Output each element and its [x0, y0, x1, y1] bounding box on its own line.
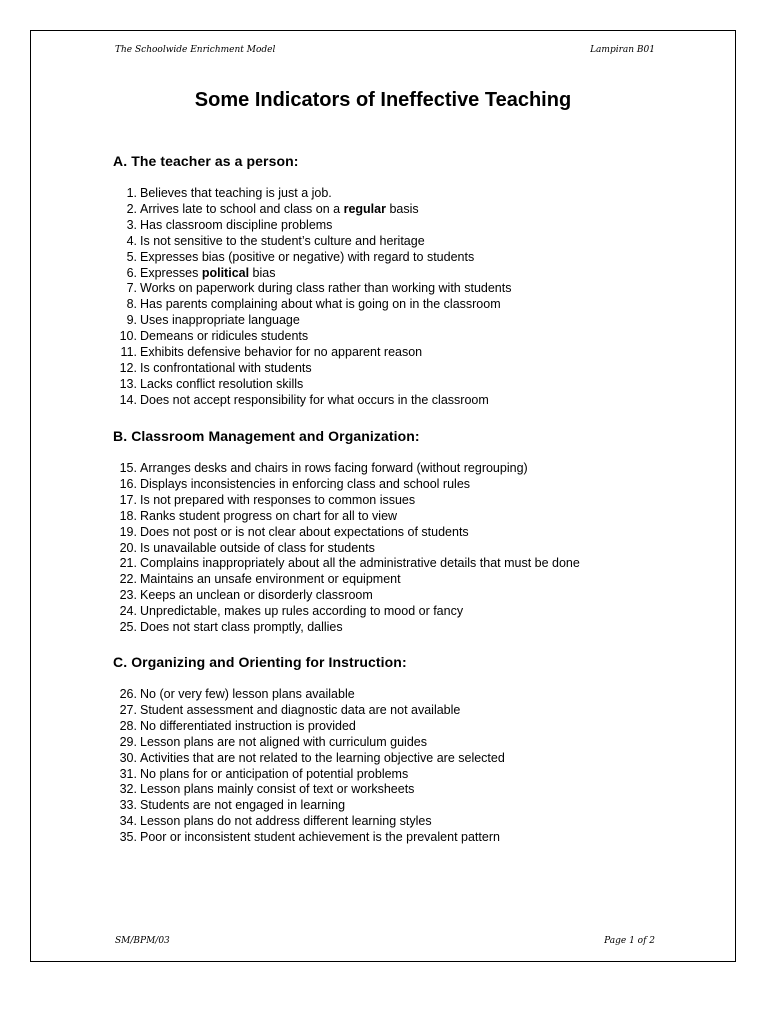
item-text: Uses inappropriate language	[140, 313, 300, 328]
list-item	[113, 830, 715, 846]
list-item	[113, 556, 715, 572]
item-number: 6.	[126, 265, 137, 280]
item-number: 21.	[119, 556, 137, 571]
list-item	[113, 767, 715, 783]
item-number: 26.	[119, 687, 137, 701]
item-number: 34.	[119, 814, 137, 829]
item-number: 3.	[126, 217, 137, 232]
item-number: 13.	[119, 376, 137, 391]
item-number: 31.	[119, 766, 137, 781]
list-item	[113, 234, 715, 250]
item-number: 15.	[119, 461, 137, 475]
item-text: Lesson plans do not address different learning styles	[140, 814, 432, 829]
item-text: Is not prepared with responses to common issues	[140, 492, 416, 507]
item-text: Lacks conflict resolution skills	[140, 376, 304, 391]
list-item	[113, 687, 715, 703]
item-text: Complains inappropriately about all the administrative details that must be done	[140, 556, 580, 571]
list-item	[113, 782, 715, 798]
header-right: Lampiran B01	[590, 45, 655, 55]
item-text: No (or very few) lesson plans available	[140, 687, 355, 701]
item-text: No plans for or anticipation of potential problems	[140, 766, 409, 781]
footer-right: Page 1 of 2	[604, 936, 655, 946]
item-text-end: bias	[249, 265, 276, 280]
section-heading: A. The teacher as a person:	[113, 153, 299, 169]
item-number: 32.	[119, 782, 137, 797]
list-item	[113, 735, 715, 751]
list-item	[113, 509, 715, 525]
item-number: 35.	[119, 830, 137, 845]
item-text: Does not start class promptly, dallies	[140, 620, 343, 635]
item-number: 9.	[126, 313, 137, 328]
list-item	[113, 493, 715, 509]
item-number: 22.	[119, 572, 137, 587]
list-item	[113, 202, 715, 218]
list-item	[113, 329, 715, 345]
item-number: 28.	[119, 718, 137, 733]
item-text: Poor or inconsistent student achievement is the prevalent pattern	[140, 830, 500, 845]
indicator-list	[113, 687, 715, 846]
list-item	[113, 218, 715, 234]
footer-left: SM/BPM/03	[115, 936, 170, 946]
item-text: Unpredictable, makes up rules according to mood or fancy	[140, 604, 464, 619]
item-text: Has classroom discipline problems	[140, 217, 333, 232]
list-item	[113, 393, 715, 409]
list-item	[113, 266, 715, 282]
item-text: Maintains an unsafe environment or equipment	[140, 572, 401, 587]
item-text: Keeps an unclean or disorderly classroom	[140, 588, 373, 603]
item-text: Arrives late to school and class on a	[140, 201, 344, 216]
item-text: Believes that teaching is just a job.	[140, 186, 332, 200]
list-item	[113, 313, 715, 329]
list-item	[113, 703, 715, 719]
item-number: 16.	[119, 476, 137, 491]
indicator-list	[113, 461, 715, 636]
list-item	[113, 345, 715, 361]
item-number: 5.	[126, 249, 137, 264]
section-heading: C. Organizing and Orienting for Instruction:	[113, 654, 407, 670]
list-item	[113, 461, 715, 477]
item-emphasis: regular	[343, 201, 386, 216]
item-number: 33.	[119, 798, 137, 813]
item-text: Is unavailable outside of class for students	[140, 540, 375, 555]
item-text: Activities that are not related to the learning objective are selected	[140, 750, 505, 765]
item-number: 11.	[120, 345, 137, 360]
item-number: 25.	[119, 620, 137, 635]
item-number: 14.	[119, 392, 137, 407]
item-text: Works on paperwork during class rather than working with students	[140, 281, 512, 296]
item-number: 24.	[119, 604, 137, 619]
item-number: 8.	[126, 297, 137, 312]
list-item	[113, 250, 715, 266]
list-item	[113, 572, 715, 588]
item-text: Demeans or ridicules students	[140, 329, 309, 344]
item-number: 30.	[119, 750, 137, 765]
item-number: 23.	[119, 588, 137, 603]
item-text: Has parents complaining about what is going on in the classroom	[140, 297, 501, 312]
section-heading: B. Classroom Management and Organization:	[113, 428, 420, 444]
item-text: Lesson plans mainly consist of text or worksheets	[140, 782, 415, 797]
list-item	[113, 377, 715, 393]
item-number: 29.	[119, 734, 137, 749]
section-classroom-management	[113, 428, 715, 636]
item-number: 1.	[126, 186, 137, 200]
list-item	[113, 186, 715, 202]
list-item	[113, 541, 715, 557]
list-item	[113, 719, 715, 735]
item-text: Students are not engaged in learning	[140, 798, 346, 813]
indicator-list	[113, 186, 715, 409]
item-number: 17.	[119, 492, 137, 507]
item-text-end: basis	[385, 201, 419, 216]
list-item	[113, 620, 715, 636]
list-item	[113, 361, 715, 377]
list-item	[113, 604, 715, 620]
item-text: Does not accept responsibility for what occurs in the classroom	[140, 392, 489, 407]
item-text: Student assessment and diagnostic data are not available	[140, 702, 461, 717]
item-text: No differentiated instruction is provided	[140, 718, 356, 733]
list-item	[113, 798, 715, 814]
section-teacher-as-person	[113, 153, 715, 409]
item-number: 19.	[119, 524, 137, 539]
item-number: 7.	[126, 281, 137, 296]
item-emphasis: political	[201, 265, 250, 280]
item-number: 12.	[119, 360, 137, 375]
item-text: Arranges desks and chairs in rows facing forward (without regrouping)	[140, 461, 528, 475]
item-text: Displays inconsistencies in enforcing class and school rules	[140, 476, 471, 491]
list-item	[113, 525, 715, 541]
item-text: Expresses	[140, 265, 202, 280]
list-item	[113, 281, 715, 297]
item-number: 10.	[119, 329, 137, 344]
item-text: Lesson plans are not aligned with curriculum guides	[140, 734, 427, 749]
document-page	[30, 30, 736, 962]
item-text: Ranks student progress on chart for all to view	[140, 508, 398, 523]
item-number: 27.	[119, 702, 137, 717]
header-left: The Schoolwide Enrichment Model	[115, 45, 276, 55]
list-item	[113, 297, 715, 313]
item-number: 4.	[126, 233, 137, 248]
list-item	[113, 751, 715, 767]
page-title: Some Indicators of Ineffective Teaching	[194, 89, 572, 111]
item-text: Expresses bias (positive or negative) with regard to students	[140, 249, 475, 264]
item-number: 2.	[126, 201, 137, 216]
item-text: Is not sensitive to the student’s culture and heritage	[140, 233, 425, 248]
list-item	[113, 588, 715, 604]
item-text: Is confrontational with students	[140, 360, 312, 375]
list-item	[113, 477, 715, 493]
item-text: Does not post or is not clear about expectations of students	[140, 524, 469, 539]
section-organizing-instruction	[113, 654, 715, 846]
item-number: 20.	[119, 540, 137, 555]
list-item	[113, 814, 715, 830]
item-text: Exhibits defensive behavior for no apparent reason	[140, 345, 423, 360]
item-number: 18.	[119, 508, 137, 523]
